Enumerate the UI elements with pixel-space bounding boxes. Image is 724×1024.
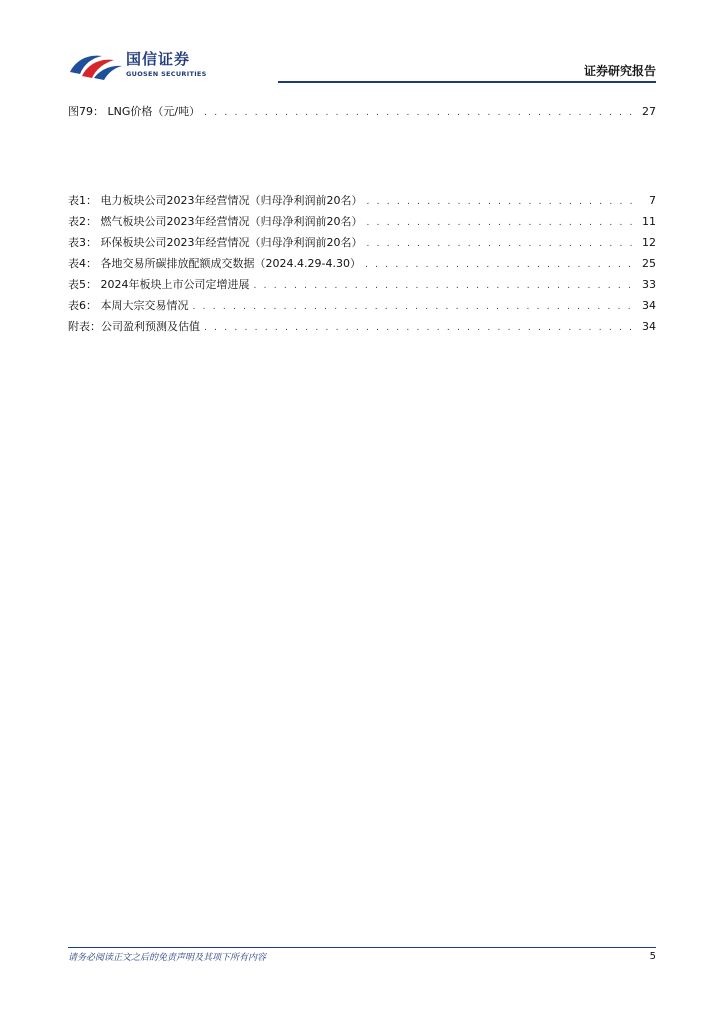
toc-entry-table-5[interactable] bbox=[68, 274, 656, 295]
toc-leader-dots bbox=[367, 192, 641, 213]
toc-leader-dots bbox=[193, 297, 639, 318]
toc-entry-page: 11 bbox=[642, 215, 656, 228]
toc-entry-page: 12 bbox=[642, 236, 656, 249]
toc-entry-table-6[interactable] bbox=[68, 295, 656, 316]
toc-entry-page: 34 bbox=[642, 320, 656, 333]
toc-entry-page: 25 bbox=[642, 257, 656, 270]
page-header bbox=[68, 48, 656, 84]
toc-entry-page: 34 bbox=[642, 299, 656, 312]
page-number: 5 bbox=[649, 951, 656, 962]
toc-entry-table-3[interactable] bbox=[68, 232, 656, 253]
toc-entry-label: 表6： 本周大宗交易情况 bbox=[68, 299, 189, 312]
table-list bbox=[68, 190, 656, 337]
toc-leader-dots bbox=[204, 318, 638, 339]
logo-text bbox=[126, 51, 207, 79]
toc-entry-label: 图79： LNG价格（元/吨） bbox=[68, 105, 201, 118]
disclaimer-text: 请务必阅读正文之后的免责声明及其项下所有内容 bbox=[68, 953, 267, 963]
report-type-label: 证券研究报告 bbox=[583, 64, 656, 78]
toc-entry-label: 表1： 电力板块公司2023年经营情况（归母净利润前20名） bbox=[68, 194, 363, 207]
toc-leader-dots bbox=[367, 213, 639, 234]
toc-entry-table-4[interactable] bbox=[68, 253, 656, 274]
logo-english-name: GUOSEN SECURITIES bbox=[126, 70, 207, 78]
header-divider bbox=[278, 81, 656, 83]
toc-entry-label: 表2： 燃气板块公司2023年经营情况（归母净利润前20名） bbox=[68, 215, 363, 228]
toc-entry-table-1[interactable] bbox=[68, 190, 656, 211]
toc-entry-appendix-table[interactable] bbox=[68, 316, 656, 337]
toc-entry-label: 表5： 2024年板块上市公司定增进展 bbox=[68, 278, 250, 291]
toc-entry-page: 27 bbox=[642, 105, 656, 118]
toc-entry-page: 7 bbox=[649, 194, 656, 207]
guosen-logo-icon bbox=[68, 50, 124, 82]
toc-entry-label: 表4： 各地交易所碳排放配额成交数据（2024.4.29-4.30） bbox=[68, 257, 361, 270]
guosen-logo bbox=[68, 50, 218, 82]
toc-entry-figure-79[interactable] bbox=[68, 101, 656, 122]
toc-entry-label: 表3： 环保板块公司2023年经营情况（归母净利润前20名） bbox=[68, 236, 363, 249]
toc-leader-dots bbox=[367, 234, 639, 255]
figure-list bbox=[68, 101, 656, 122]
footer-divider bbox=[68, 947, 656, 948]
toc-entry-label: 附表：公司盈利预测及估值 bbox=[68, 320, 200, 333]
toc-entry-page: 33 bbox=[642, 278, 656, 291]
toc-leader-dots bbox=[204, 103, 638, 124]
logo-chinese-name: 国信证券 bbox=[126, 50, 191, 68]
toc-leader-dots bbox=[254, 276, 639, 297]
toc-entry-table-2[interactable] bbox=[68, 211, 656, 232]
toc-leader-dots bbox=[365, 255, 638, 276]
